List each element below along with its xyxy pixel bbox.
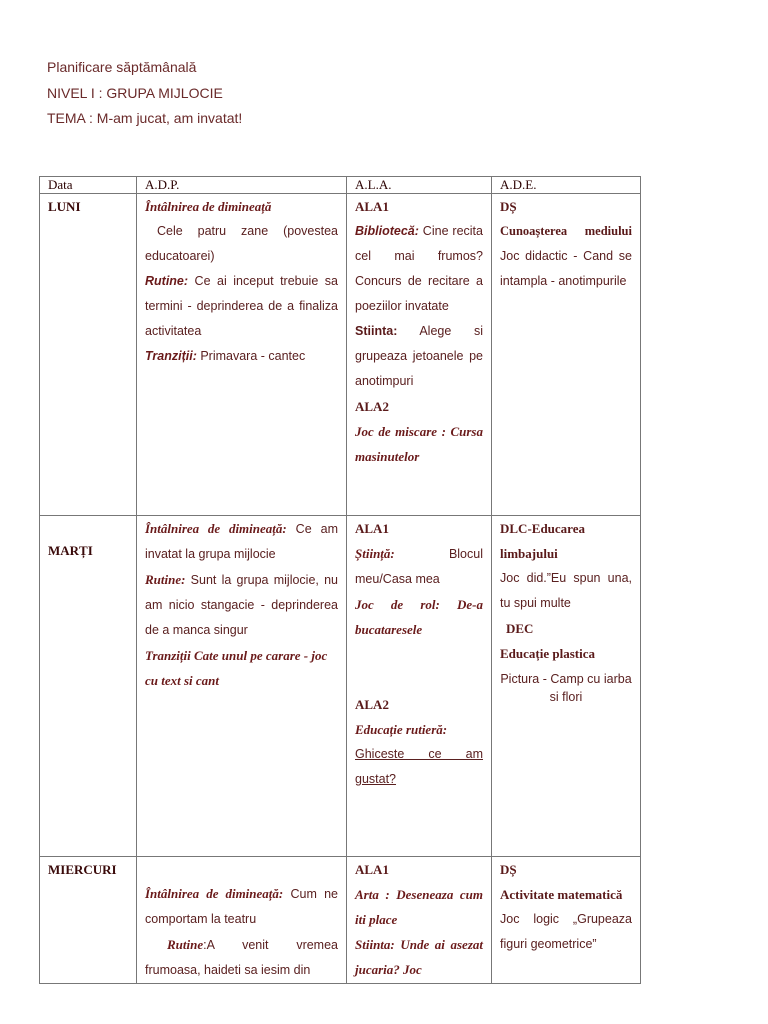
adp-rutine: Rutine: Ce ai inceput trebuie sa termini - deprinderea de a finaliza activitatea	[145, 274, 338, 338]
ala1-label: ALA1	[355, 862, 389, 877]
doc-theme: TEMA : M-am jucat, am invatat!	[47, 110, 243, 126]
ade-title: DLC-Educarea limbajului	[500, 521, 585, 561]
day-miercuri: MIERCURI	[48, 862, 117, 877]
doc-level: NIVEL I : GRUPA MIJLOCIE	[47, 85, 223, 101]
table-row-luni	[40, 194, 641, 516]
ala2-text: Ghiceste ce am gustat?	[355, 747, 483, 786]
ala2-label: ALA2	[355, 399, 389, 414]
table-row-miercuri	[40, 857, 641, 984]
ade-title: DȘ	[500, 862, 517, 877]
ade-cell	[492, 194, 641, 516]
ala2-educatie: Educație rutieră:	[355, 722, 448, 737]
doc-title: Planificare săptămânală	[47, 59, 197, 75]
ala-cell	[347, 516, 492, 857]
adp-title: Întâlnirea de dimineață: Ce am invatat la grupa mijlocie	[145, 521, 338, 561]
ade-cell	[492, 516, 641, 857]
day-cell	[40, 857, 137, 984]
ade-sub: Activitate matematică	[500, 887, 623, 902]
adp-title: Întâlnirea de dimineață: Cum ne comportam la teatru	[145, 886, 338, 926]
ade-text: Joc did.”Eu spun una, tu spui multe	[500, 571, 632, 610]
ade-text2: Pictura - Camp cu iarba si flori	[500, 672, 632, 704]
ade-text: Cunoașterea mediului Joc didactic - Cand se intampla - anotimpurile	[500, 224, 632, 288]
ala2-text: Joc de miscare : Cursa masinutelor	[355, 424, 483, 464]
ade-dec: DEC	[506, 621, 534, 636]
day-marti: MARȚI	[48, 543, 93, 558]
ala-joc-rol: Joc de rol: De-a bucataresele	[355, 597, 483, 637]
ala-stiinta: Știință: Blocul meu/Casa mea	[355, 546, 483, 586]
adp-cell	[137, 857, 347, 984]
adp-tranzitii: Tranziții: Primavara - cantec	[145, 349, 306, 363]
adp-title: Întâlnirea de dimineață	[145, 199, 272, 214]
adp-cell	[137, 516, 347, 857]
adp-rutine: Rutine:A venit vremea frumoasa, haideti sa iesim din	[145, 937, 338, 977]
ade-cell	[492, 857, 641, 984]
adp-rutine: Rutine: Sunt la grupa mijlocie, nu am nicio stangacie - deprinderea de a manca singur	[145, 572, 338, 637]
ade-text: Joc logic „Grupeaza figuri geometrice”	[500, 912, 632, 951]
adp-cell	[137, 194, 347, 516]
planning-table	[39, 176, 641, 984]
day-luni: LUNI	[48, 199, 81, 214]
ala1-label: ALA1	[355, 199, 389, 214]
header-ade: A.D.E.	[492, 177, 641, 194]
table-row-marti	[40, 516, 641, 857]
header-data: Data	[40, 177, 137, 194]
ala-stiinta: Stiinta: Alege si grupeaza jetoanele pe anotimpuri	[355, 324, 483, 388]
ade-sub: Educație plastica	[500, 646, 595, 661]
day-cell	[40, 194, 137, 516]
ala-biblioteca: Bibliotecă: Cine recita cel mai frumos? Concurs de recitare a poeziilor invatate	[355, 224, 483, 313]
adp-tranzitii: Tranziții Cate unul pe carare - joc cu text si cant	[145, 648, 328, 688]
ala-arta: Arta : Deseneaza cum iti place	[355, 887, 483, 927]
adp-text: Cele patru zane (povestea educatoarei)	[145, 224, 338, 263]
day-cell	[40, 516, 137, 857]
ala-stiinta: Stiinta: Unde ai asezat jucaria? Joc	[355, 937, 483, 977]
header-adp: A.D.P.	[137, 177, 347, 194]
ala1-label: ALA1	[355, 521, 389, 536]
ala-cell	[347, 857, 492, 984]
header-ala: A.L.A.	[347, 177, 492, 194]
ala-cell	[347, 194, 492, 516]
ala2-label: ALA2	[355, 697, 389, 712]
ade-title: DȘ	[500, 199, 517, 214]
table-header-row	[40, 177, 641, 194]
